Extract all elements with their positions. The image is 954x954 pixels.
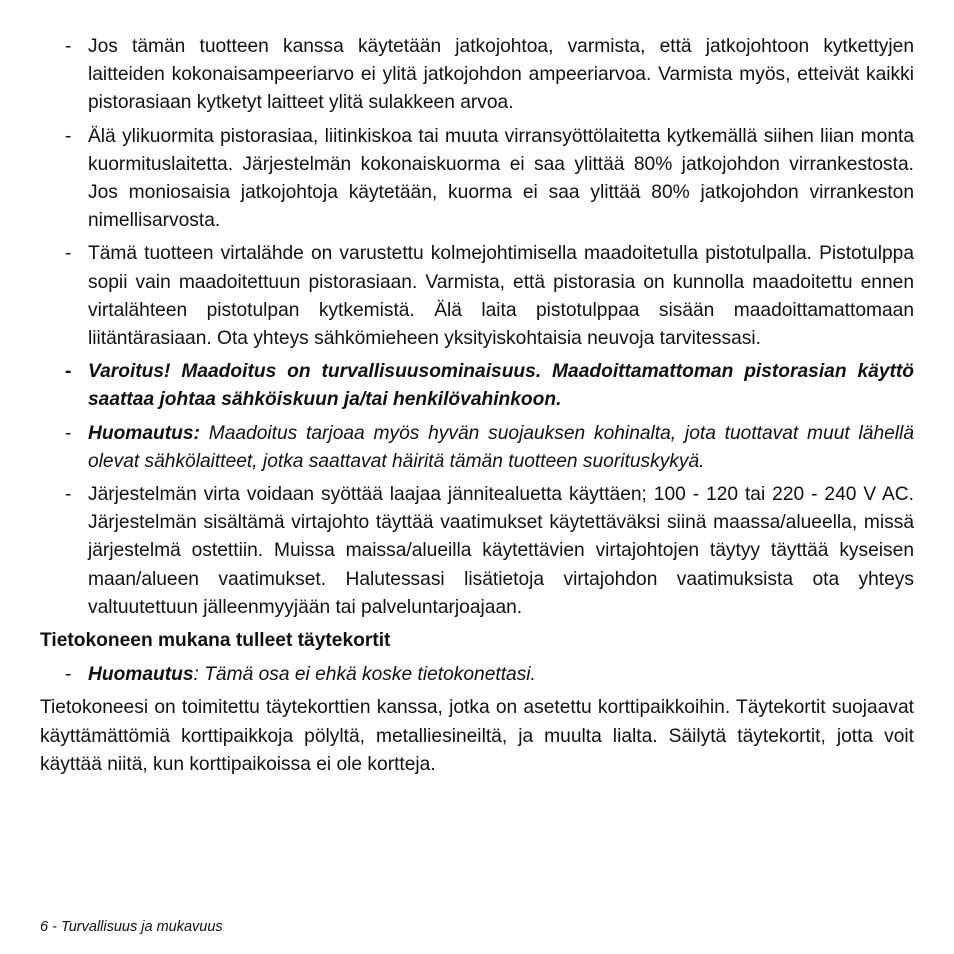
page-footer: 6 - Turvallisuus ja mukavuus	[40, 919, 223, 935]
note-text: : Tämä osa ei ehkä koske tietokonettasi.	[193, 664, 536, 686]
list-item-grounding-note	[40, 420, 914, 476]
body-paragraph: Tietokoneesi on toimitettu täytekorttien kanssa, jotka on asetettu korttipaikkoihin. Täytekortit suojaavat käyttämättömiä korttipaikkoja pölyltä, metalliesineiltä, ja muulta lialta. Säilytä täytekortit, jotta voit käyttää niitä, kun korttipaikoissa ei ole kortteja.	[40, 697, 914, 775]
bullet-dash: -	[65, 664, 72, 686]
bullet-dash: -	[65, 36, 72, 57]
note-text: Maadoitus tarjoaa myös hyvän suojauksen kohinalta, jota tuottavat muut lähellä olevat sähkölaitteet, jotka saattavat häiritä tämän tuotteen suorituskykyä.	[88, 422, 914, 472]
document-page	[40, 33, 914, 779]
note-label: Huomautus	[88, 664, 194, 686]
list-item-text: Jos tämän tuotteen kanssa käytetään jatkojohtoa, varmista, että jatkojohtoon kytkettyjen laitteiden kokonaisampeeriarvo ei ylitä jatkojohdon ampeeriarvoa. Varmista myös, etteivät kaikki pistorasiaan kytketyt laitteet ylitä sulakkeen arvoa.	[88, 36, 914, 114]
list-item-text: Älä ylikuormita pistorasiaa, liitinkiskoa tai muuta virransyöttölaitetta kytkemällä siihen liian monta kuormituslaitetta. Järjestelmän kokonaiskuorma ei saa ylittää 80% jatkojohdon virrankestosta. Jos moniosaisia jatkojohtoja käytetään, kuorma ei saa ylittää 80% jatkojohdon virrankeston nimellisarvosta.	[88, 125, 914, 232]
list-item-grounded-plug	[40, 240, 914, 353]
list-item-extension-cord	[40, 33, 914, 118]
section-heading: Tietokoneen mukana tulleet täytekortit	[40, 630, 391, 652]
bullet-dash: -	[65, 361, 72, 383]
bullet-dash: -	[65, 125, 72, 147]
bullet-dash: -	[65, 243, 72, 265]
list-item-warning	[40, 358, 914, 414]
bullet-dash: -	[65, 484, 72, 506]
list-item-text: Tämä tuotteen virtalähde on varustettu kolmejohtimisella maadoitetulla pistotulpalla. Pistotulppa sopii vain maadoitettuun pistorasiaan. Varmista, että pistorasia on kunnolla maadoitettu ennen virtalähteen pistotulpan kytkemistä. Älä laita pistotulppaa sisään maadoittamattomaan liitäntärasiaan. Ota yhteys sähkömieheen yksityiskohtaisia neuvoja tarvitessasi.	[88, 243, 914, 350]
list-item-voltage	[40, 481, 914, 622]
list-item-text: Järjestelmän virta voidaan syöttää laajaa jännitealuetta käyttäen; 100 - 120 tai 220 - 240 V AC. Järjestelmän sisältämä virtajohto täyttää vaatimukset käytettäväksi siinä maassa/alueella, missä järjestelmä ostettiin. Muissa maissa/alueilla käytettävien virtajohtojen täytyy täyttää kyseisen maan/alueen vaatimukset. Halutessasi lisätietoja virtajohdon vaatimuksista ota yhteys valtuutettuun jälleenmyyjään tai palveluntarjoajaan.	[88, 484, 914, 618]
bullet-dash: -	[65, 422, 72, 444]
warning-text: Varoitus! Maadoitus on turvallisuusominaisuus. Maadoittamattoman pistorasian käyttö saattaa johtaa sähköiskuun ja/tai henkilövahinkoon.	[88, 361, 914, 411]
list-item-section-note	[40, 661, 914, 689]
list-item-overload	[40, 123, 914, 236]
note-label: Huomautus:	[88, 422, 200, 444]
